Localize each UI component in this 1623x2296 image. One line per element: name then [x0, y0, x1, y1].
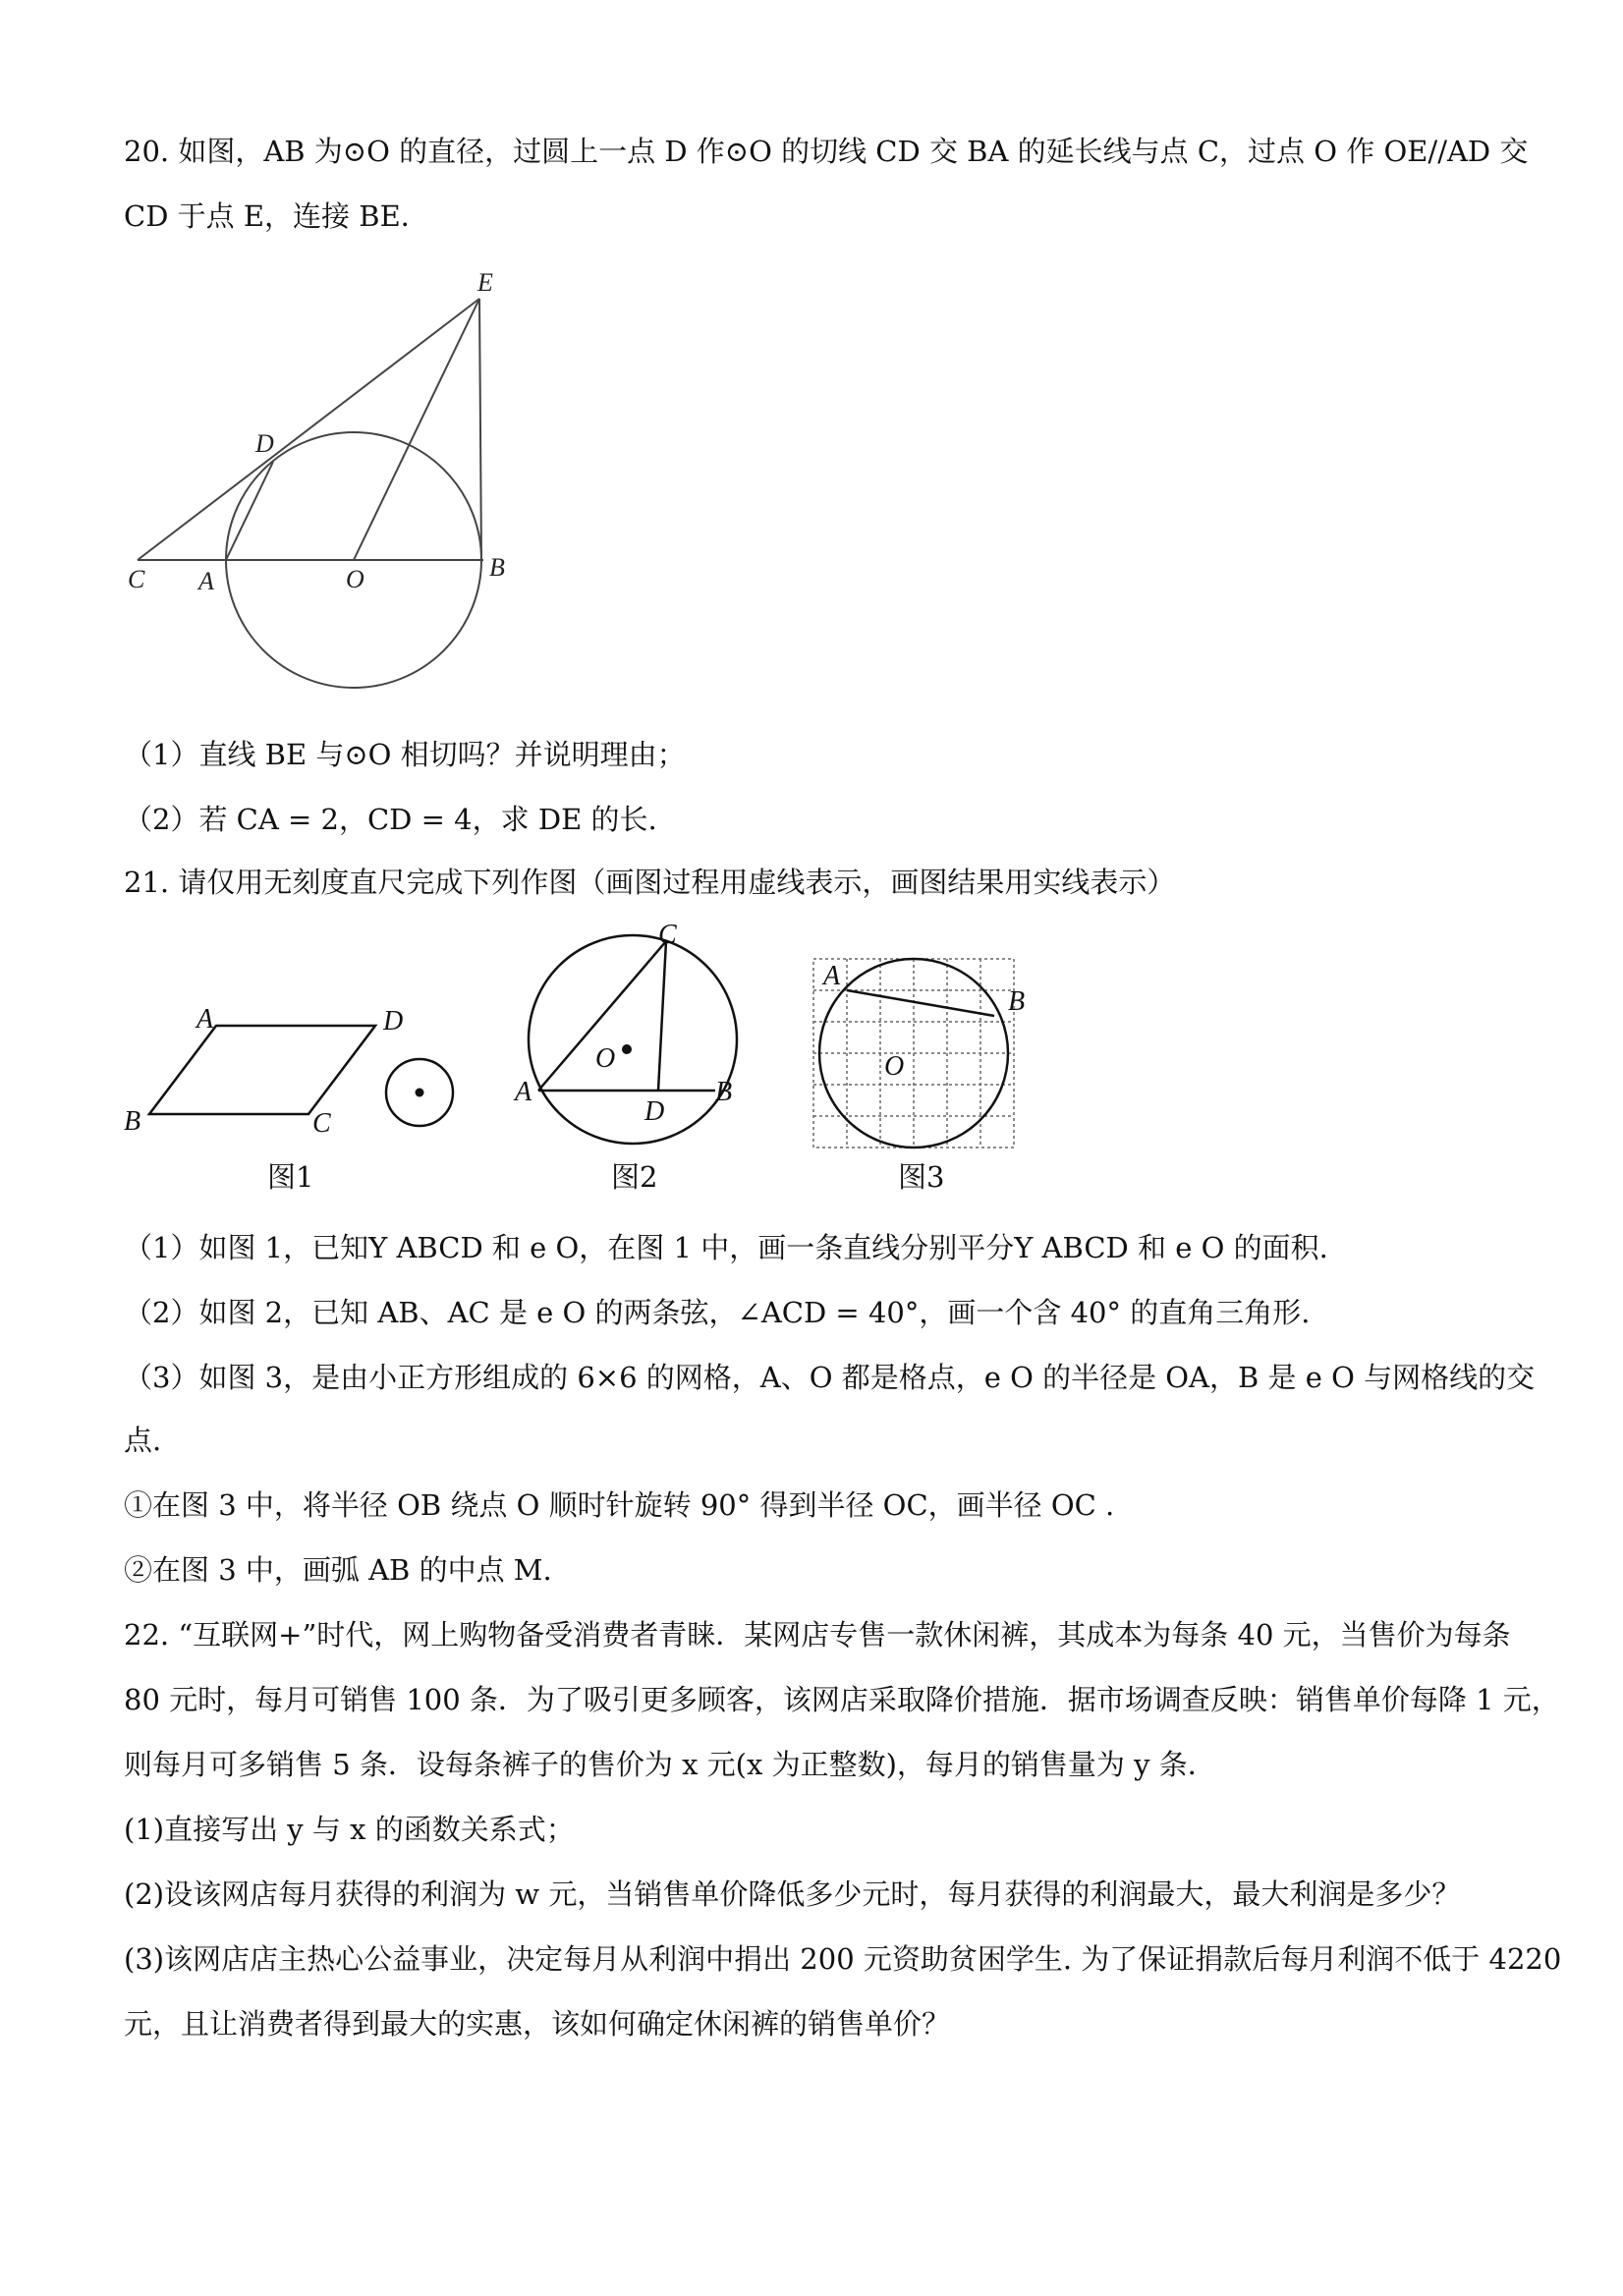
q22-part1: (1)直接写出 y 与 x 的函数关系式；	[124, 1813, 575, 1846]
segment-be	[479, 299, 481, 560]
q20-stem-line2: CD 于点 E，连接 BE．	[124, 199, 429, 233]
fig1-label-b: B	[124, 1106, 141, 1137]
q21-part2: （2）如图 2，已知 AB、AC 是 e O 的两条弦，∠ACD = 40°，画一个含 40° 的直角三角形.	[124, 1296, 1311, 1329]
q20-part1: （1）直线 BE 与⊙O 相切吗？并说明理由；	[124, 738, 686, 771]
circle-tangent-diagram	[118, 263, 531, 705]
q22-stem-line3: 则每月可多销售 5 条．设每条裤子的售价为 x 元(x 为正整数)，每月的销售量为 y 条．	[124, 1748, 1216, 1781]
fig1-label-c: C	[312, 1108, 331, 1139]
circle-o-fig2	[529, 935, 737, 1144]
fig2-label-d: D	[644, 1096, 665, 1127]
fig3-label-a: A	[823, 961, 841, 991]
q22-part3-line2: 元，且让消费者得到最大的实惠，该如何确定休闲裤的销售单价？	[124, 2007, 951, 2041]
label-d: D	[255, 429, 274, 458]
segment-ce	[138, 299, 479, 560]
label-a: A	[198, 567, 214, 595]
q21-figure-3	[806, 951, 1041, 1161]
label-o: O	[346, 565, 364, 593]
fig1-label-d: D	[383, 1006, 404, 1036]
fig1-caption: 图1	[267, 1160, 314, 1194]
fig2-label-a: A	[515, 1077, 532, 1107]
fig3-label-b: B	[1008, 986, 1026, 1017]
q22-part3-line1: (3)该网店店主热心公益事业，决定每月从利润中捐出 200 元资助贫困学生. 为了保证捐款后每月利润不低于 4220	[124, 1942, 1562, 1976]
q21-sub2: ②在图 3 中，画弧 AB 的中点 M.	[124, 1553, 552, 1587]
segment-ad	[226, 462, 273, 560]
q22-stem-line2: 80 元时，每月可销售 100 条．为了吸引更多顾客，该网店采取降价措施．据市场调查反映：销售单价每降 1 元，	[124, 1683, 1560, 1716]
q20-stem-line1: 20. 如图，AB 为⊙O 的直径，过圆上一点 D 作⊙O 的切线 CD 交 BA 的延长线与点 C，过点 O 作 OE//AD 交	[124, 135, 1529, 168]
label-e: E	[477, 268, 493, 297]
fig2-label-o: O	[595, 1043, 616, 1074]
q20-figure	[118, 263, 531, 709]
q21-part3-line1: （3）如图 3，是由小正方形组成的 6×6 的网格，A、O 都是格点，e O 的半径是 OA，B 是 e O 与网格线的交	[124, 1361, 1536, 1394]
q21-figure-2	[501, 922, 756, 1161]
center-dot-fig2	[622, 1044, 632, 1054]
fig2-label-c: C	[658, 922, 677, 950]
q22-stem-line1: 22. “互联网+”时代，网上购物备受消费者青睐．某网店专售一款休闲裤，其成本为每条 40 元，当售价为每条	[124, 1618, 1511, 1652]
parallelogram-abcd	[149, 1026, 375, 1114]
segment-cd	[658, 941, 666, 1091]
fig2-label-b: B	[715, 1077, 733, 1107]
q21-figure-1	[118, 992, 472, 1163]
segment-oe	[354, 299, 479, 560]
fig2-caption: 图2	[611, 1160, 658, 1194]
label-c: C	[128, 565, 145, 593]
q21-part3-line2: 点.	[124, 1424, 162, 1457]
q21-sub1: ①在图 3 中，将半径 OB 绕点 O 顺时针旋转 90° 得到半径 OC，画半径 OC .	[124, 1488, 1115, 1522]
q21-part1: （1）如图 1，已知Y ABCD 和 e O，在图 1 中，画一条直线分别平分Y ABCD 和 e O 的面积.	[124, 1231, 1328, 1264]
chord-ab-fig3	[847, 990, 994, 1016]
q20-part2: （2）若 CA = 2，CD = 4，求 DE 的长.	[124, 803, 657, 836]
fig1-label-a: A	[196, 1004, 214, 1035]
q21-intro: 21. 请仅用无刻度直尺完成下列作图（画图过程用虚线表示，画图结果用实线表示）	[124, 866, 1176, 899]
label-b: B	[489, 553, 505, 582]
q22-part2: (2)设该网店每月获得的利润为 w 元，当销售单价降低多少元时，每月获得的利润最大，最大利润是多少？	[124, 1877, 1461, 1911]
small-circle-center-dot	[416, 1089, 424, 1097]
fig3-label-o: O	[884, 1051, 905, 1082]
fig3-caption: 图3	[898, 1160, 945, 1194]
grid-6x6	[813, 959, 1014, 1148]
